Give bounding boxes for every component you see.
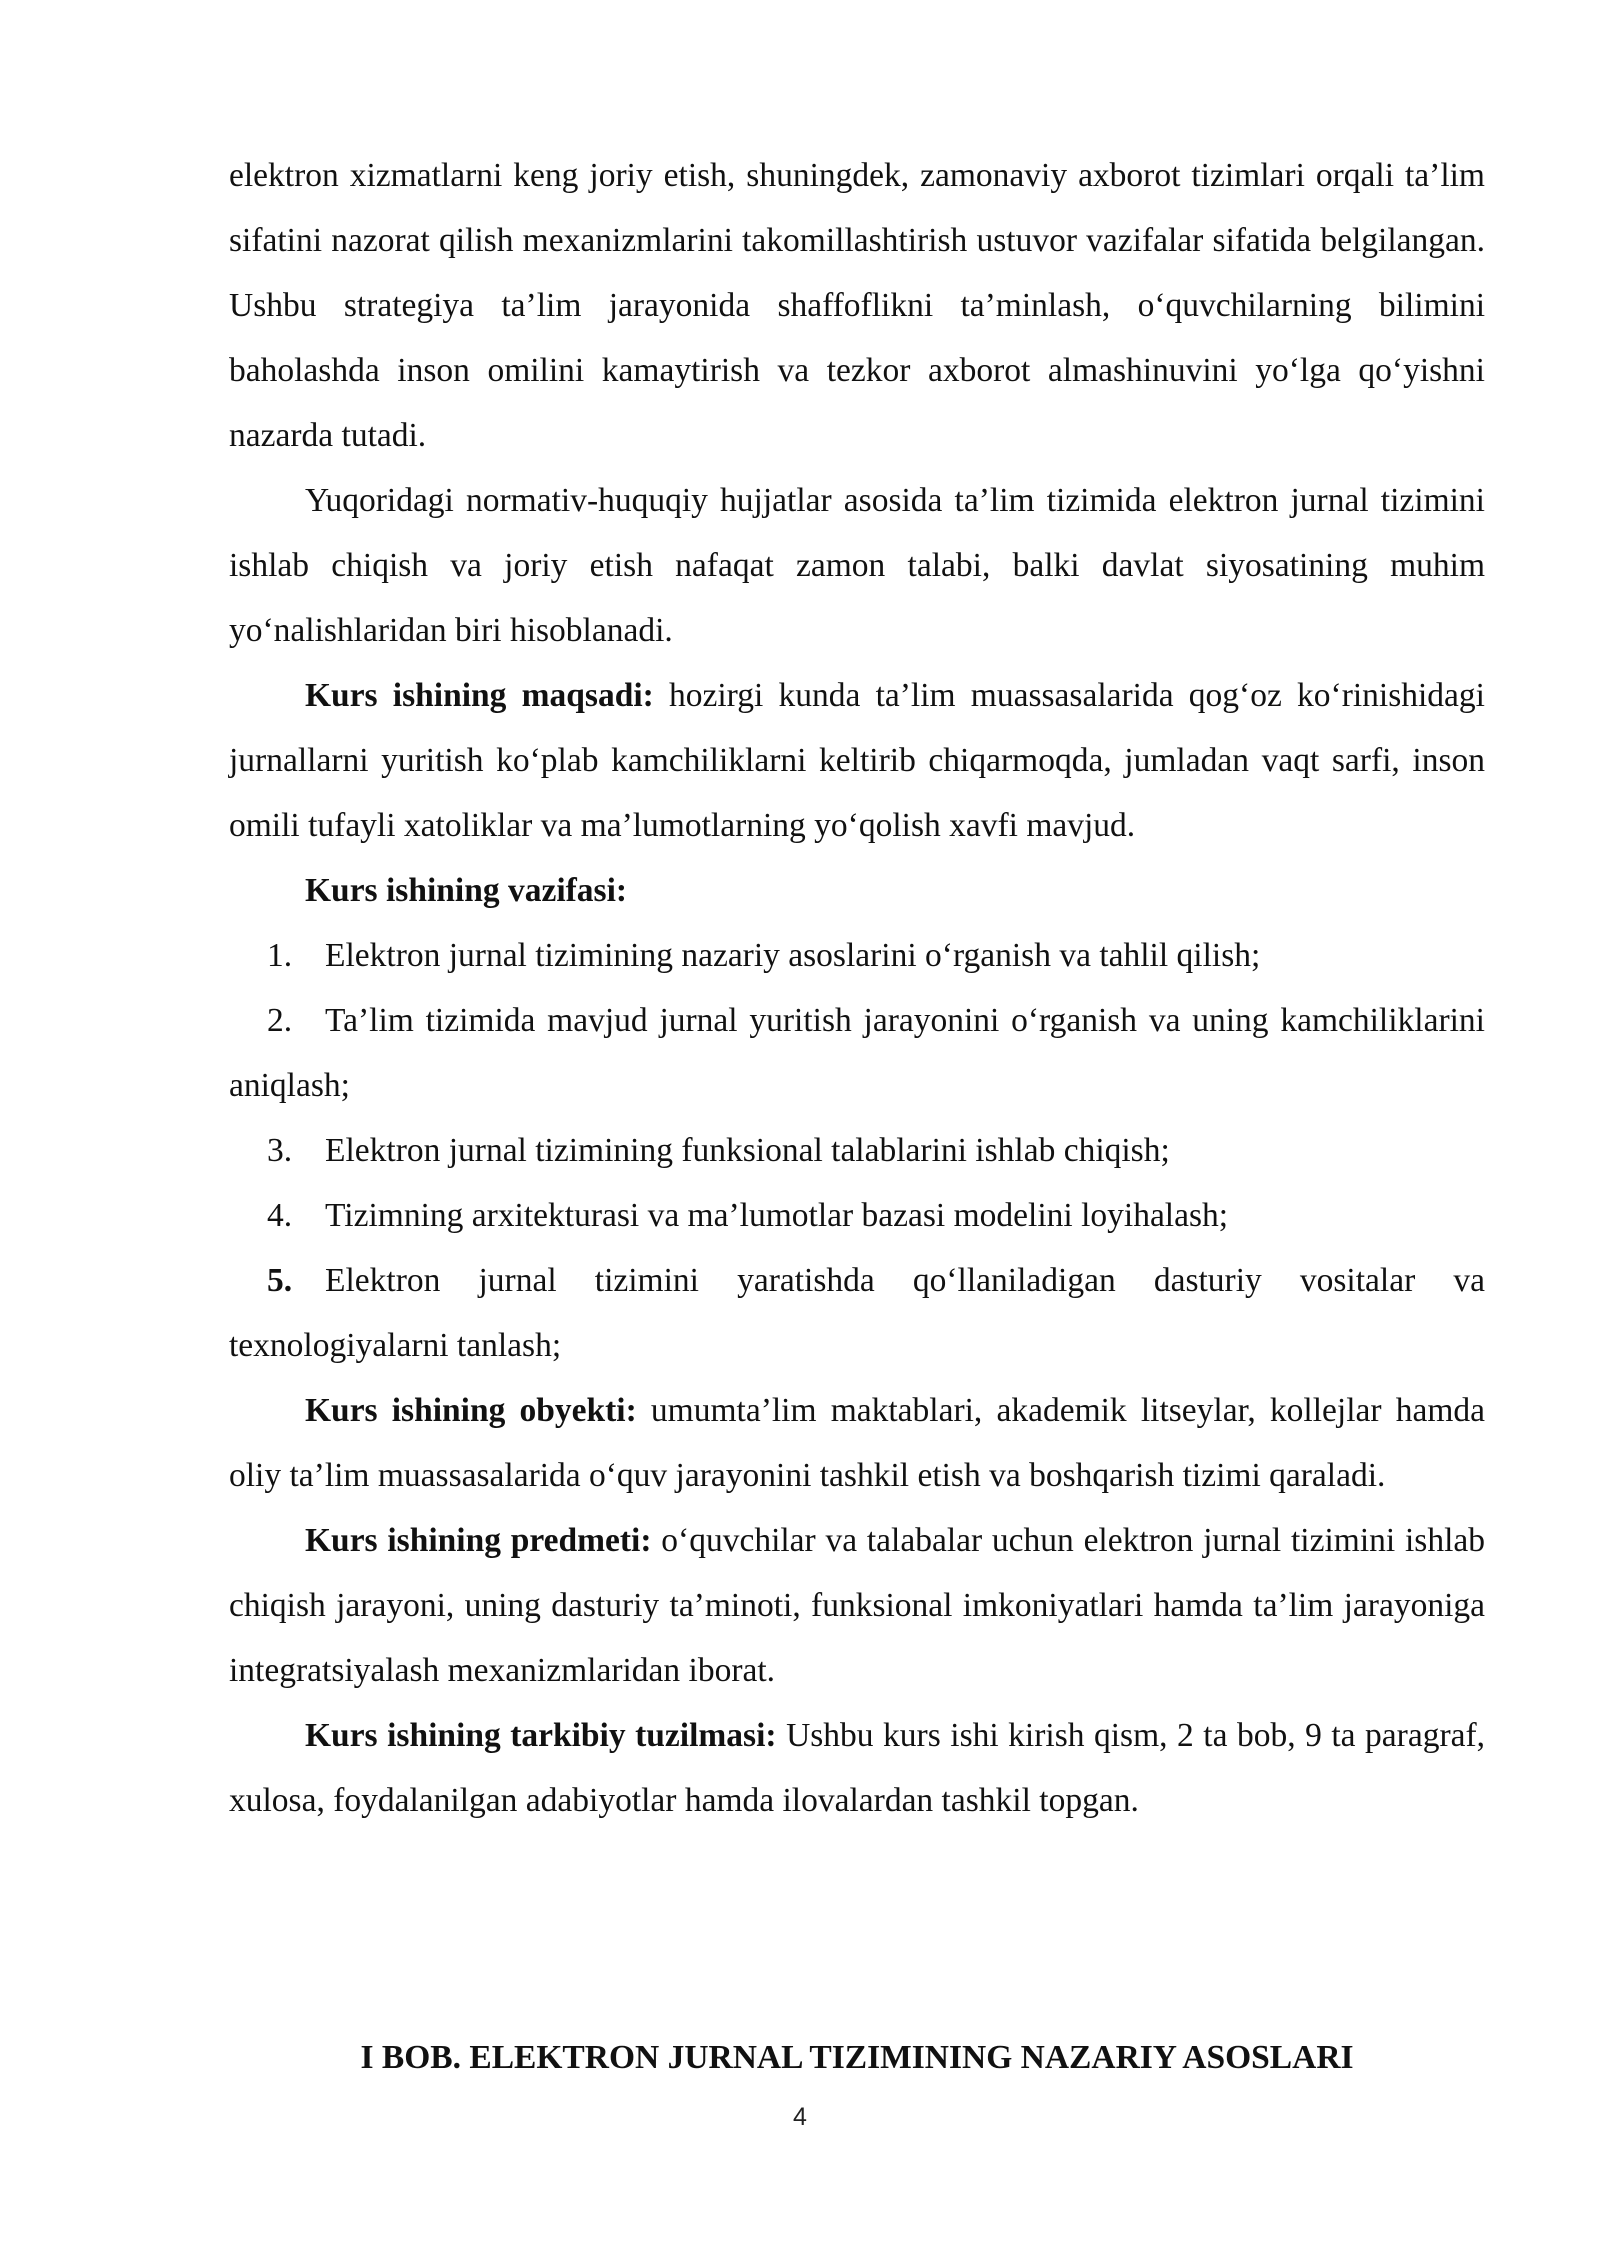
object-text: umumta’lim maktablari, akademik litseylar, kollejlar hamda oliy ta’lim muassasalarida o‘quv jarayonini tashkil etish va boshqarish tizimi qaraladi. — [229, 1392, 1485, 1494]
page-body — [229, 143, 1485, 1833]
task-text: Elektron jurnal tizimining funksional talablarini ishlab chiqish; — [325, 1132, 1170, 1169]
task-number: 1. — [267, 937, 293, 974]
tasks-label: Kurs ishining vazifasi: — [305, 872, 628, 909]
chapter-heading: I BOB. ELEKTRON JURNAL TIZIMINING NAZARIY ASOSLARI — [360, 2039, 1354, 2076]
structure-label: Kurs ishining tarkibiy tuzilmasi: — [305, 1717, 777, 1754]
page-number: 4 — [793, 2103, 807, 2131]
paragraph-strategy: elektron xizmatlarni keng joriy etish, shuningdek, zamonaviy axborot tizimlari orqali ta’lim sifatini nazorat qilish mexanizmlarini takomillashtirish ustuvor vazifalar sifatida belgilangan. Ushbu strategiya ta’lim jarayonida shaffoflikni ta’minlash, o‘quvchilarning bilimini baholashda inson omilini kamaytirish va tezkor axborot almashinuvini yo‘lga qo‘yishni nazarda tutadi. — [229, 157, 1485, 454]
subject-text: o‘quvchilar va talabalar uchun elektron jurnal tizimini ishlab chiqish jarayoni, uning dasturiy ta’minoti, funksional imkoniyatlari hamda ta’lim jarayoniga integratsiyalash mexanizmlaridan iborat. — [229, 1522, 1485, 1689]
subject-label: Kurs ishining predmeti: — [305, 1522, 652, 1559]
goal-text: hozirgi kunda ta’lim muassasalarida qog‘oz ko‘rinishidagi jurnallarni yuritish ko‘plab kamchiliklarni keltirib chiqarmoqda, jumladan vaqt sarfi, inson omili tufayli xatoliklar va ma’lumotlarning yo‘qolish xavfi mavjud. — [229, 677, 1485, 844]
task-text: Ta’lim tizimida mavjud jurnal yuritish jarayonini o‘rganish va uning kamchiliklarini aniqlash; — [229, 1002, 1485, 1104]
task-number: 5. — [267, 1262, 293, 1299]
object-label: Kurs ishining obyekti: — [305, 1392, 637, 1429]
task-item — [229, 1118, 1485, 1183]
task-text: Elektron jurnal tizimini yaratishda qo‘llaniladigan dasturiy vositalar va texnologiyalarni tanlash; — [229, 1262, 1485, 1364]
paragraph-normative: Yuqoridagi normativ-huquqiy hujjatlar asosida ta’lim tizimida elektron jurnal tizimini ishlab chiqish va joriy etish nafaqat zamon talabi, balki davlat siyosatining muhim yo‘nalishlaridan biri hisoblanadi. — [229, 482, 1485, 649]
tasks-heading — [229, 858, 1485, 923]
paragraph-object — [229, 1378, 1485, 1508]
task-item — [229, 923, 1485, 988]
paragraph-goal — [229, 663, 1485, 858]
task-number: 3. — [267, 1132, 293, 1169]
task-item — [229, 988, 1485, 1118]
task-number: 2. — [267, 1002, 293, 1039]
task-text: Tizimning arxitekturasi va ma’lumotlar bazasi modelini loyihalash; — [325, 1197, 1229, 1234]
task-text: Elektron jurnal tizimining nazariy asoslarini o‘rganish va tahlil qilish; — [325, 937, 1261, 974]
paragraph-structure — [229, 1703, 1485, 1833]
task-item — [229, 1183, 1485, 1248]
paragraph-subject — [229, 1508, 1485, 1703]
task-number: 4. — [267, 1197, 293, 1234]
task-item — [229, 1248, 1485, 1378]
structure-text: Ushbu kurs ishi kirish qism, 2 ta bob, 9 ta paragraf, xulosa, foydalanilgan adabiyotlar hamda ilovalardan tashkil topgan. — [229, 1717, 1485, 1819]
goal-label: Kurs ishining maqsadi: — [305, 677, 654, 714]
